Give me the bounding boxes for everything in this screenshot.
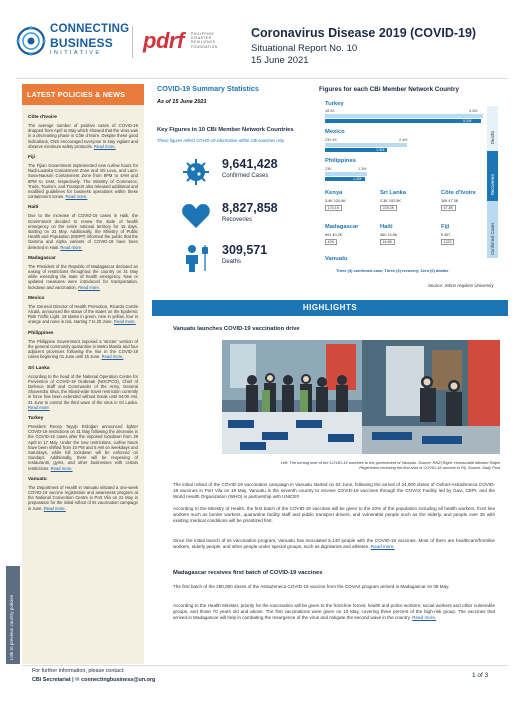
legend-recoveries [487,151,498,201]
deaths-value: 309,571 [222,243,268,257]
madagascar-confirmed-box: 42K [325,239,337,245]
haiti-box-wrap [380,239,395,245]
sidebar-news-text: President Recep Tayyip Erdoğan announced lighter COVID-19 restrictions on 31 May following the decrease in the COVID-19 cases after the imposed lockdown from 29 April to 17 May. Under the new restrictions, curfew hours have been shifted from 10 PM and 5 AM on weekdays and Saturdays, while full lockdown will be enforced on Sundays. Additionally, there will be reopening of restaurants, gyms, and other businesses with certain restrictions. [28,423,138,471]
sidebar-news-item [28,374,138,410]
report-date: 15 June 2021 [251,55,309,66]
sidebar-country-heading: Vanuatu [28,476,47,482]
vanuatu-paragraph-2: According to the Ministry of Health, the first batch of the COVID-19 vaccines will be given to the 20% of the population including all health workers, front line workers such as border workers, quarantine facility staff and public transport drivers, and vulnerable people such as the elderly, and people over 35 with existing medical conditions will be prioritized first. [173,506,495,523]
sidebar-news-item [28,163,138,199]
sidebar-body [22,105,144,511]
turkey-recoveries-bar [325,119,481,123]
sidebar-read-more-link[interactable]: Read more. [78,284,100,290]
sidebar-read-more-link[interactable]: Read more. [43,505,66,511]
vanuatu-footnote: Three (3) confirmed case; Three (3) recovery; Zero (0) deaths [336,268,449,273]
recoveries-label: Recoveries [222,217,253,223]
vaccine-handover-photo [222,340,500,454]
country-madagascar: Madagascar [325,224,359,230]
haiti-small: 360 13.6K [380,233,398,237]
sidebar-news-item [28,213,138,249]
madagascar-box-wrap [325,239,337,245]
sidebar-news-text: The President of the Republic of Madagascar declared an easing of restrictions throughout the country on 31 May while extending the state of health emergency. New or updated measures were introduced for transportation, lockdown and vaccination. [28,263,138,290]
cotedivoire-small: 306 47.3K [441,199,459,203]
sidebar-news-text: The Philippine Government imposed a 'stricter' version of the general community quarantine in Metro Manila and four adjacent provinces following the rise in the COVID-19 cases beginning 01 June until 15 June. [28,338,138,360]
legend-deaths [487,106,498,151]
cbi-line1: CONNECTING [50,23,130,35]
vanuatu-paragraph-3 [173,538,495,550]
sidebar-news-text: The average number of positive cases of COVID-19 dropped from April to May which showed that the virus was in a decreasing phase in Côte d'Ivoire. Despite these good indications, CNS encouraged everyone to stay vigilant and observe minimum safety protocols. [28,123,138,149]
sidebar-country-heading: Côte d'Ivoire [28,115,57,120]
sidebar-read-more-link[interactable]: Read more. [50,465,73,471]
kenya-small: 3.4K 120.6K [325,199,346,203]
cbi-line2: BUSINESS [50,35,113,50]
fiji-small: 5 367 [441,233,451,237]
srilanka-small: 2.3K 192.5K [380,199,401,203]
madagascar-small: 891 40.2K [325,233,343,237]
photo-caption: Left: The turning over of the COVID-19 vaccines to the government of Vanuatu. Source: RNZ| Right: Honourable Minister Ralph Regenvanu receiving the first shot of COVID-19 vaccine in Fiji. Source: Daily Post [280,460,500,470]
fiji-confirmed-box: 1322 [441,239,454,245]
sidebar-country-heading: Mexico [28,295,45,301]
mexico-recoveries: 1.9M [376,148,385,152]
confirmed-label: Confirmed Cases [222,173,269,179]
cbi-wordmark [50,24,129,56]
sidebar-news-item [28,264,138,290]
vanuatu-section-title: Vanuatu launches COVID-19 vaccination drive [173,326,300,332]
summary-date: As of 15 June 2021 [157,99,207,105]
recoveries-value: 8,827,858 [222,201,278,215]
previous-policies-label[interactable]: Link to previous country policies [9,594,14,660]
legend-confirmed-label: Confirmed Cases [490,222,495,255]
page-number: 1 of 3 [472,672,489,679]
deaths-label: Deaths [222,259,242,265]
footer-contact-intro: For further information, please contact: [32,668,125,674]
madagascar-read-more-link[interactable]: Read more. [412,614,437,620]
mexico-deaths: 230.4K [325,138,338,142]
kenya-confirmed-box: 176.1K [325,205,342,211]
sidebar-news-text: The Fijian Government implemented new curfew hours for Nadi-Lautoka Containment Zone and Viti Levu, and Lami-Suva-Nausori Containment Zone from 8PM to 4AM and 6PM to 4AM, respectively. The Ministry of Commerce, Trade, Tourism, and Transport also released additional and modified guidelines for business operations within these containment zones. [28,163,138,200]
cotedivoire-box-wrap [441,205,456,211]
policies-sidebar [22,84,144,664]
country-figures-title: Figures for each CBi Member Network Country [319,86,459,93]
report-number: Situational Report No. 10 [251,43,358,54]
philippines-confirmed-bar [325,172,367,176]
kenya-box-wrap [325,205,342,211]
sidebar-country-heading: Haiti [28,205,39,211]
country-cotedivoire: Côte d'Ivoire [441,190,476,196]
sidebar-read-more-link[interactable]: Read more. [28,404,50,410]
legend-deaths-label: Deaths [490,130,495,144]
country-mexico: Mexico [325,129,345,135]
sidebar-read-more-link[interactable]: Read more. [113,319,136,325]
report-title-block [251,26,476,66]
key-figures-title: Key Figures in 10 CBi Member Network Countries [157,127,294,133]
philippines-confirmed: 1.3M [358,167,367,171]
country-fiji: Fiji [441,224,450,230]
sidebar-news-item [28,485,138,511]
srilanka-confirmed-box: 228.3K [380,205,397,211]
legend-recoveries-label: Recoveries [490,174,495,195]
heart-icon [180,201,212,231]
footer-contact-email[interactable]: CBi Secretariat | ✉ connectingbusiness@un.org [32,677,156,683]
previous-policies-tab[interactable] [6,566,20,664]
haiti-confirmed-box: 16.8K [380,239,395,245]
person-drip-icon [180,243,212,273]
sidebar-country-heading: Madagascar [28,255,56,261]
sidebar-news-text: The Department of Health in Vanuatu initiated a one-week COVID-19 vaccine registration and awareness program at the National Convention Centre in Port Vila on 21 May in preparation for the initial rollout of its vaccination campaign in June. [28,484,138,511]
report-header [0,0,523,78]
sidebar-news-item [28,424,138,471]
turkey-recoveries: 5.2M [463,119,472,123]
sidebar-news-item [28,339,138,360]
madagascar-section-title: Madagascar receives first batch of COVID-19 vaccines [173,570,323,576]
philippines-deaths: 23K [325,167,332,171]
header-divider [16,78,508,79]
turkey-confirmed: 5.3M [469,109,478,113]
cbi-globe-logo-icon [16,26,46,56]
sidebar-news-item [28,123,138,149]
legend-confirmed [487,201,498,258]
madagascar-paragraph-2 [173,603,495,620]
confirmed-value: 9,641,428 [222,157,278,171]
country-turkey: Turkey [325,101,344,107]
vanuatu-read-more-link[interactable]: Read more. [370,543,395,549]
vanuatu-paragraph-3-text: Since the initial launch of its vaccination program, Vanuatu has inoculated 5,140 people with the COVID-19 vaccines. Most of them are healthcare/frontline workers, elderly people, and other people under special groups, such as dignitaries and athletes. [173,538,495,549]
key-figures-subtitle: These figures reflect COVID-19 information within CBi countries only. [157,138,285,143]
sidebar-read-more-link[interactable]: Read more. [93,143,116,149]
virus-icon [180,157,212,187]
mexico-confirmed-bar [325,143,407,147]
vanuatu-paragraph-1: The initial rollout of the COVID-19 vaccination campaign in Vanuatu started on 02 June, following the arrival of 24,000 doses of Oxford-AstraZeneca COVID-19 vaccines in Port Vila on 19 May. Vanuatu is the seventh country to receive COVID-19 vaccines through the COVAX Facility led by Gavi, CEPI, and the World Health Organization (WHO) in partnership with UNICEF. [173,482,495,499]
cbi-line3: INITIATIVE [50,49,102,56]
sidebar-country-heading: Philippines [28,330,54,336]
country-vanuatu: Vanuatu [325,256,348,262]
sidebar-country-heading: Fiji [28,155,35,161]
fiji-box-wrap [441,239,454,245]
sidebar-country-heading: Sri Lanka [28,365,50,371]
country-haiti: Haiti [380,224,393,230]
mexico-confirmed: 2.4M [399,138,408,142]
report-title: Coronavirus Disease 2019 (COVID-19) [251,26,477,40]
logo-divider [132,26,133,58]
madagascar-paragraph-2-text: According to the Health Minister, priority for the vaccination will be given to the front-line forces; health and police workers, social workers and other vulnerable groups, and those 70 years old and above. The first vaccinations were given on 10 May, covering three percent of the high-risk group. The vaccines that arrived in Madagascar will help in combating the resurgence of the virus and mitigate the second wave in the country. [173,603,495,620]
highlights-heading: HIGHLIGHTS [152,300,508,316]
sidebar-news-text: The General Director of Health Promotion, Ricardo Cortés Alcalá, announced the status of the states on the Epidemic Risk Traffic Light. 19 states in green, nine in yellow, four in orange and none in red, starting 7 to 20 June. [28,303,138,325]
cotedivoire-confirmed-box: 47.8K [441,205,456,211]
srilanka-box-wrap [380,205,397,211]
sidebar-country-heading: Turkey [28,415,44,421]
pdrf-subtitle: PHILIPPINE DISASTER RESILIENCE FOUNDATION [191,32,218,49]
madagascar-paragraph-1: The first batch of the 250,000 doses of the AstraZeneca COVID-19 vaccine from the COVAX program arrived in Madagascar on 08 May. [173,584,450,589]
pdrf-logo: pdrf [143,28,184,53]
sidebar-read-more-link[interactable]: Read more. [60,244,83,250]
footer-divider [22,665,508,666]
sidebar-read-more-link[interactable]: Read more. [65,194,88,200]
sidebar-heading: LATEST POLICIES & NEWS [22,84,144,105]
summary-title: COVID-19 Summary Statistics [157,84,259,93]
sidebar-news-text: According to the head of the National Operation Centre for Prevention of COVID-19 Outbreak (NOCPCO), Chief of Defence Staff and Commander of the Army, General Shavendra Silva, the island-wide travel restriction currently in force has been extended without break until 04:00 AM, 21 June to control the third wave of the virus in Sri Lanka. [28,373,138,405]
sidebar-read-more-link[interactable]: Read more. [101,354,124,360]
country-srilanka: Sri Lanka [380,190,407,196]
philippines-recoveries: 1.2M [353,177,362,181]
figures-source: Source: Johns Hopkins University [428,283,494,288]
country-philippines: Philippines [325,158,356,164]
turkey-confirmed-bar [325,114,483,118]
country-kenya: Kenya [325,190,343,196]
turkey-deaths: 48.9K [325,109,335,113]
sidebar-news-item [28,304,138,325]
sidebar-news-text: Due to the increase of COVID-19 cases in Haiti, the Government decided to renew the state of health emergency on the entire national territory for 15 days, starting on 31 May. Additionally, the Ministry of Public Health and Population (MSPP) informed the public that the Gamma and Alpha variants of COVID-19 have been detected in Haiti. [28,213,138,250]
